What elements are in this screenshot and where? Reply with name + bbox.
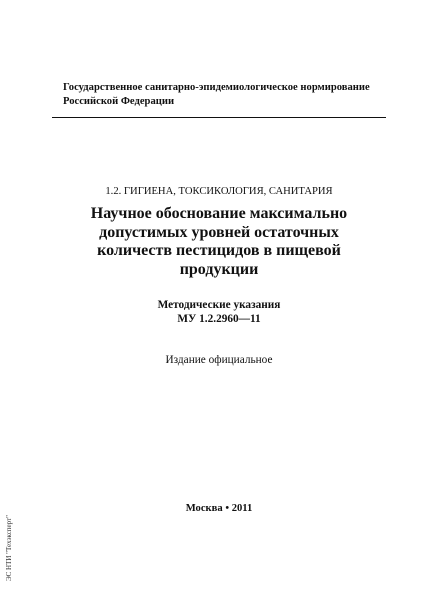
document-type-label: Методические указания [157, 299, 281, 311]
title-line-1: Научное обоснование максимально [90, 205, 348, 222]
document-type [52, 298, 386, 326]
title-line-4: продукции [179, 260, 259, 278]
edition-note: Издание официальное [165, 354, 273, 366]
header-divider [52, 117, 386, 118]
title-line-2: допустимых уровней остаточных [99, 223, 339, 241]
issuing-authority-line-1: Государственное санитарно-эпидемиологическое нормирование [63, 82, 370, 93]
series-heading: 1.2. ГИГИЕНА, ТОКСИКОЛОГИЯ, САНИТАРИЯ [105, 186, 333, 197]
title-line-3: количеств пестицидов в пищевой [97, 242, 341, 259]
issuing-authority-line-2: Российской Федерации [63, 96, 175, 107]
document-number: МУ 1.2.2960—11 [177, 313, 261, 325]
imprint: Москва • 2011 [185, 503, 253, 514]
watermark-text: ЭС НТИ "Техэксперт" [5, 514, 13, 581]
document-title [52, 205, 386, 279]
watermark-stamp [3, 500, 15, 595]
issuing-authority [63, 81, 383, 109]
